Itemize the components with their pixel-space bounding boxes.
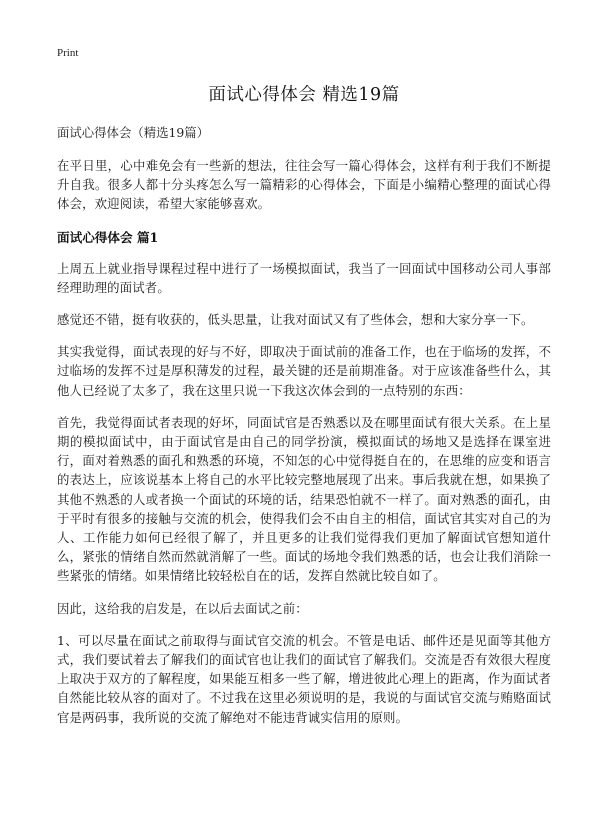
print-link[interactable]: Print	[57, 47, 79, 59]
body-paragraph: 首先，我觉得面试者表现的好坏，同面试官是否熟悉以及在哪里面试有很大关系。在上星期的模拟面试中，由于面试官是由自己的同学扮演，模拟面试的场地又是选择在课室进行，面对着熟悉的面孔和熟悉的环境，不知怎的心中觉得挺自在的，在思维的应变和语言的表达上，应该说基本上将自己的水平比较完整地展现了出来。事后我就在想，如果换了其他不熟悉的人或者换一个面试的环境的话，结果恐怕就不一样了。面对熟悉的面孔，由于平时有很多的接触与交流的机会，使得我们会不由自主的相信，面试官其实对自己的为人、工作能力如何已经很了解了，并且更多的让我们觉得我们更加了解面试官想知道什么，紧张的情绪自然而然就消解了一些。面试的场地令我们熟悉的话，也会让我们消除一些紧张的情绪。如果情绪比较轻松自在的话，发挥自然就比较自如了。	[57, 414, 551, 584]
body-paragraph: 上周五上就业指导课程过程中进行了一场模拟面试，我当了一回面试中国移动公司人事部经理助理的面试者。	[57, 260, 551, 295]
body-paragraph: 其实我觉得，面试表现的好与不好，即取决于面试前的准备工作，也在于临场的发挥，不过临场的发挥不过是厚积薄发的过程，最关键的还是前期准备。对于应该准备些什么，其他人已经说了太多了，我在这里只说一下我这次体会到的一点特别的东西：	[57, 344, 551, 398]
section-heading: 面试心得体会 篇1	[57, 229, 159, 245]
body-paragraph: 1、可以尽量在面试之前取得与面试官交流的机会。不管是电话、邮件还是见面等其他方式，我们要试着去了解我们的面试官也让我们的面试官了解我们。交流是否有效很大程度上取决于双方的了解程度，如果能互相多一些了解，增进彼此心理上的距离，作为面试者自然能比较从容的面对了。不过我在这里必须说明的是，我说的与面试官交流与贿赂面试官是两码事，我所说的交流了解绝对不能违背诚实信用的原则。	[57, 632, 551, 725]
body-paragraph: 因此，这给我的启发是，在以后去面试之前：	[57, 600, 308, 616]
page-title: 面试心得体会 精选19篇	[208, 85, 400, 105]
document-subtitle: 面试心得体会（精选19篇）	[57, 125, 210, 140]
document-page	[57, 47, 551, 740]
intro-paragraph: 在平日里，心中难免会有一些新的想法，往往会写一篇心得体会，这样有利于我们不断提升自我。很多人都十分头疼怎么写一篇精彩的心得体会，下面是小编精心整理的面试心得体会，欢迎阅读，希望大家能够喜欢。	[57, 158, 551, 212]
body-paragraph: 感觉还不错，挺有收获的，低头思量，让我对面试又有了些体会，想和大家分享一下。	[57, 312, 534, 328]
